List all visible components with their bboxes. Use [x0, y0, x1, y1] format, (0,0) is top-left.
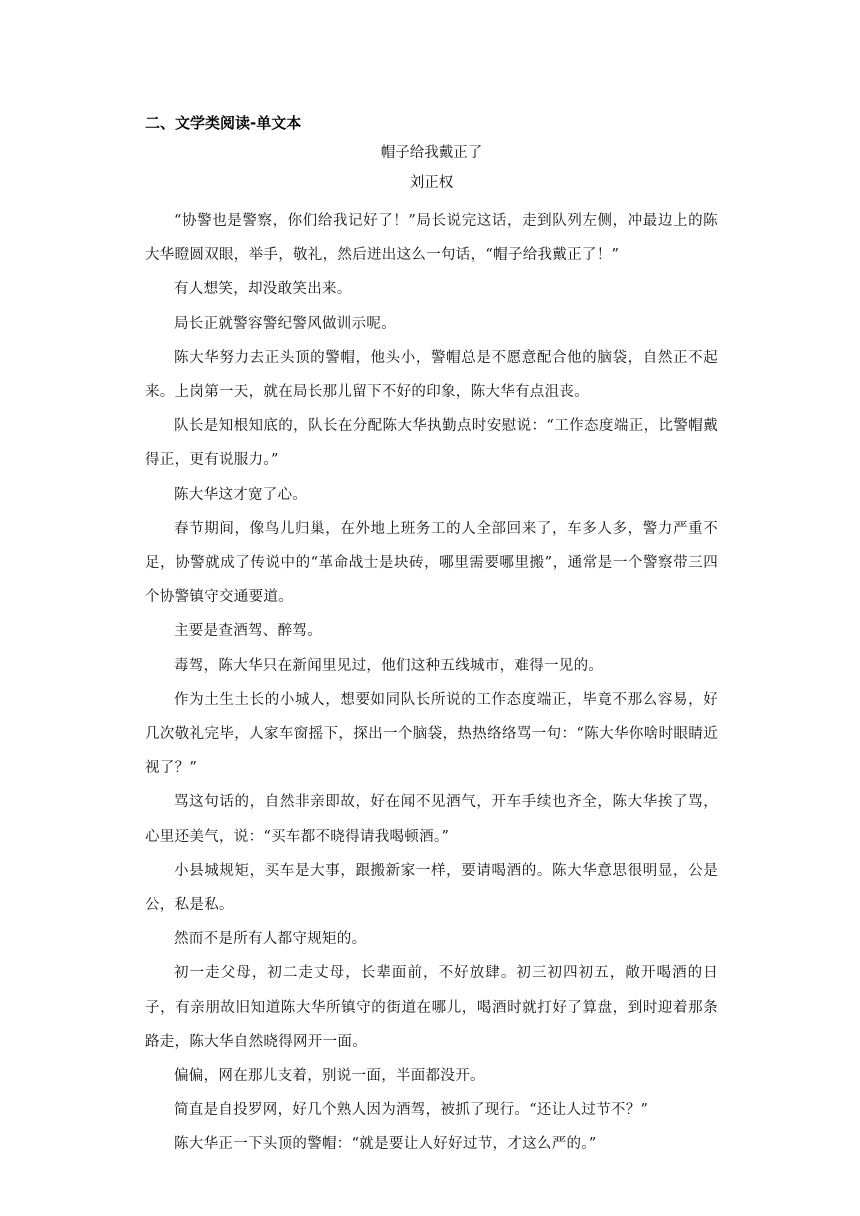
paragraph: 主要是查酒驾、醉驾。 [174, 623, 322, 640]
article-title: 帽子给我戴正了 [380, 145, 483, 161]
paragraph: 毒驾，陈大华只在新闻里见过，他们这种五线城市，难得一见的。 [174, 657, 604, 674]
paragraph: 简直是自投罗网，好几个熟人因为酒驾，被抓了现行。“还让人过节不？” [174, 1102, 649, 1119]
paragraph: “协警也是警察，你们给我记好了！”局长说完这话，走到队列左侧，冲最边上的陈大华瞪圆双眼，举手，敬礼，然后迸出这么一句话，“帽子给我戴正了！” [145, 213, 718, 264]
paragraph: 初一走父母，初二走丈母，长辈面前，不好放肆。初三初四初五，敞开喝酒的日子，有亲朋故旧知道陈大华所镇守的街道在哪儿，喝酒时就打好了算盘，到时迎着那条路走，陈大华自然晓得网开一面。 [145, 965, 718, 1050]
article-author: 刘正权 [409, 175, 454, 191]
paragraph: 偏偏，网在那儿支着，别说一面，半面都没开。 [174, 1068, 485, 1085]
section-heading: 二、文学类阅读-单文本 [145, 114, 302, 132]
paragraph: 陈大华努力去正头顶的警帽，他头小，警帽总是不愿意配合他的脑袋，自然正不起来。上岗第一天，就在局长那儿留下不好的印象，陈大华有点沮丧。 [145, 349, 718, 401]
paragraph: 作为土生土长的小城人，想要如同队长所说的工作态度端正，毕竟不那么容易，好几次敬礼完毕，人家车窗摇下，探出一个脑袋，热热络络骂一句：“陈大华你啥时眼睛近视了？” [145, 691, 718, 777]
paragraph: 然而不是所有人都守规矩的。 [174, 931, 367, 948]
article-body [145, 204, 718, 1162]
paragraph: 小县城规矩，买车是大事，跟搬新家一样，要请喝酒的。陈大华意思很明显，公是公，私是私。 [145, 862, 718, 914]
paragraph: 有人想笑，却没敢笑出来。 [174, 281, 352, 298]
paragraph: 陈大华正一下头顶的警帽：“就是要让人好好过节，才这么严的。” [174, 1136, 597, 1153]
paragraph: 局长正就警容警纪警风做训示呢。 [174, 315, 396, 332]
paragraph: 队长是知根知底的，队长在分配陈大华执勤点时安慰说：“工作态度端正，比警帽戴得正，更有说服力。” [145, 418, 718, 469]
paragraph: 春节期间，像鸟儿归巢，在外地上班务工的人全部回来了，车多人多，警力严重不足，协警就成了传说中的“革命战士是块砖，哪里需要哪里搬”，通常是一个警察带三四个协警镇守交通要道。 [145, 520, 718, 606]
paragraph: 骂这句话的，自然非亲即故，好在闻不见酒气，开车手续也齐全，陈大华挨了骂，心里还美气，说：“买车都不晓得请我喝顿酒。” [145, 794, 718, 845]
paragraph: 陈大华这才宽了心。 [174, 486, 308, 503]
